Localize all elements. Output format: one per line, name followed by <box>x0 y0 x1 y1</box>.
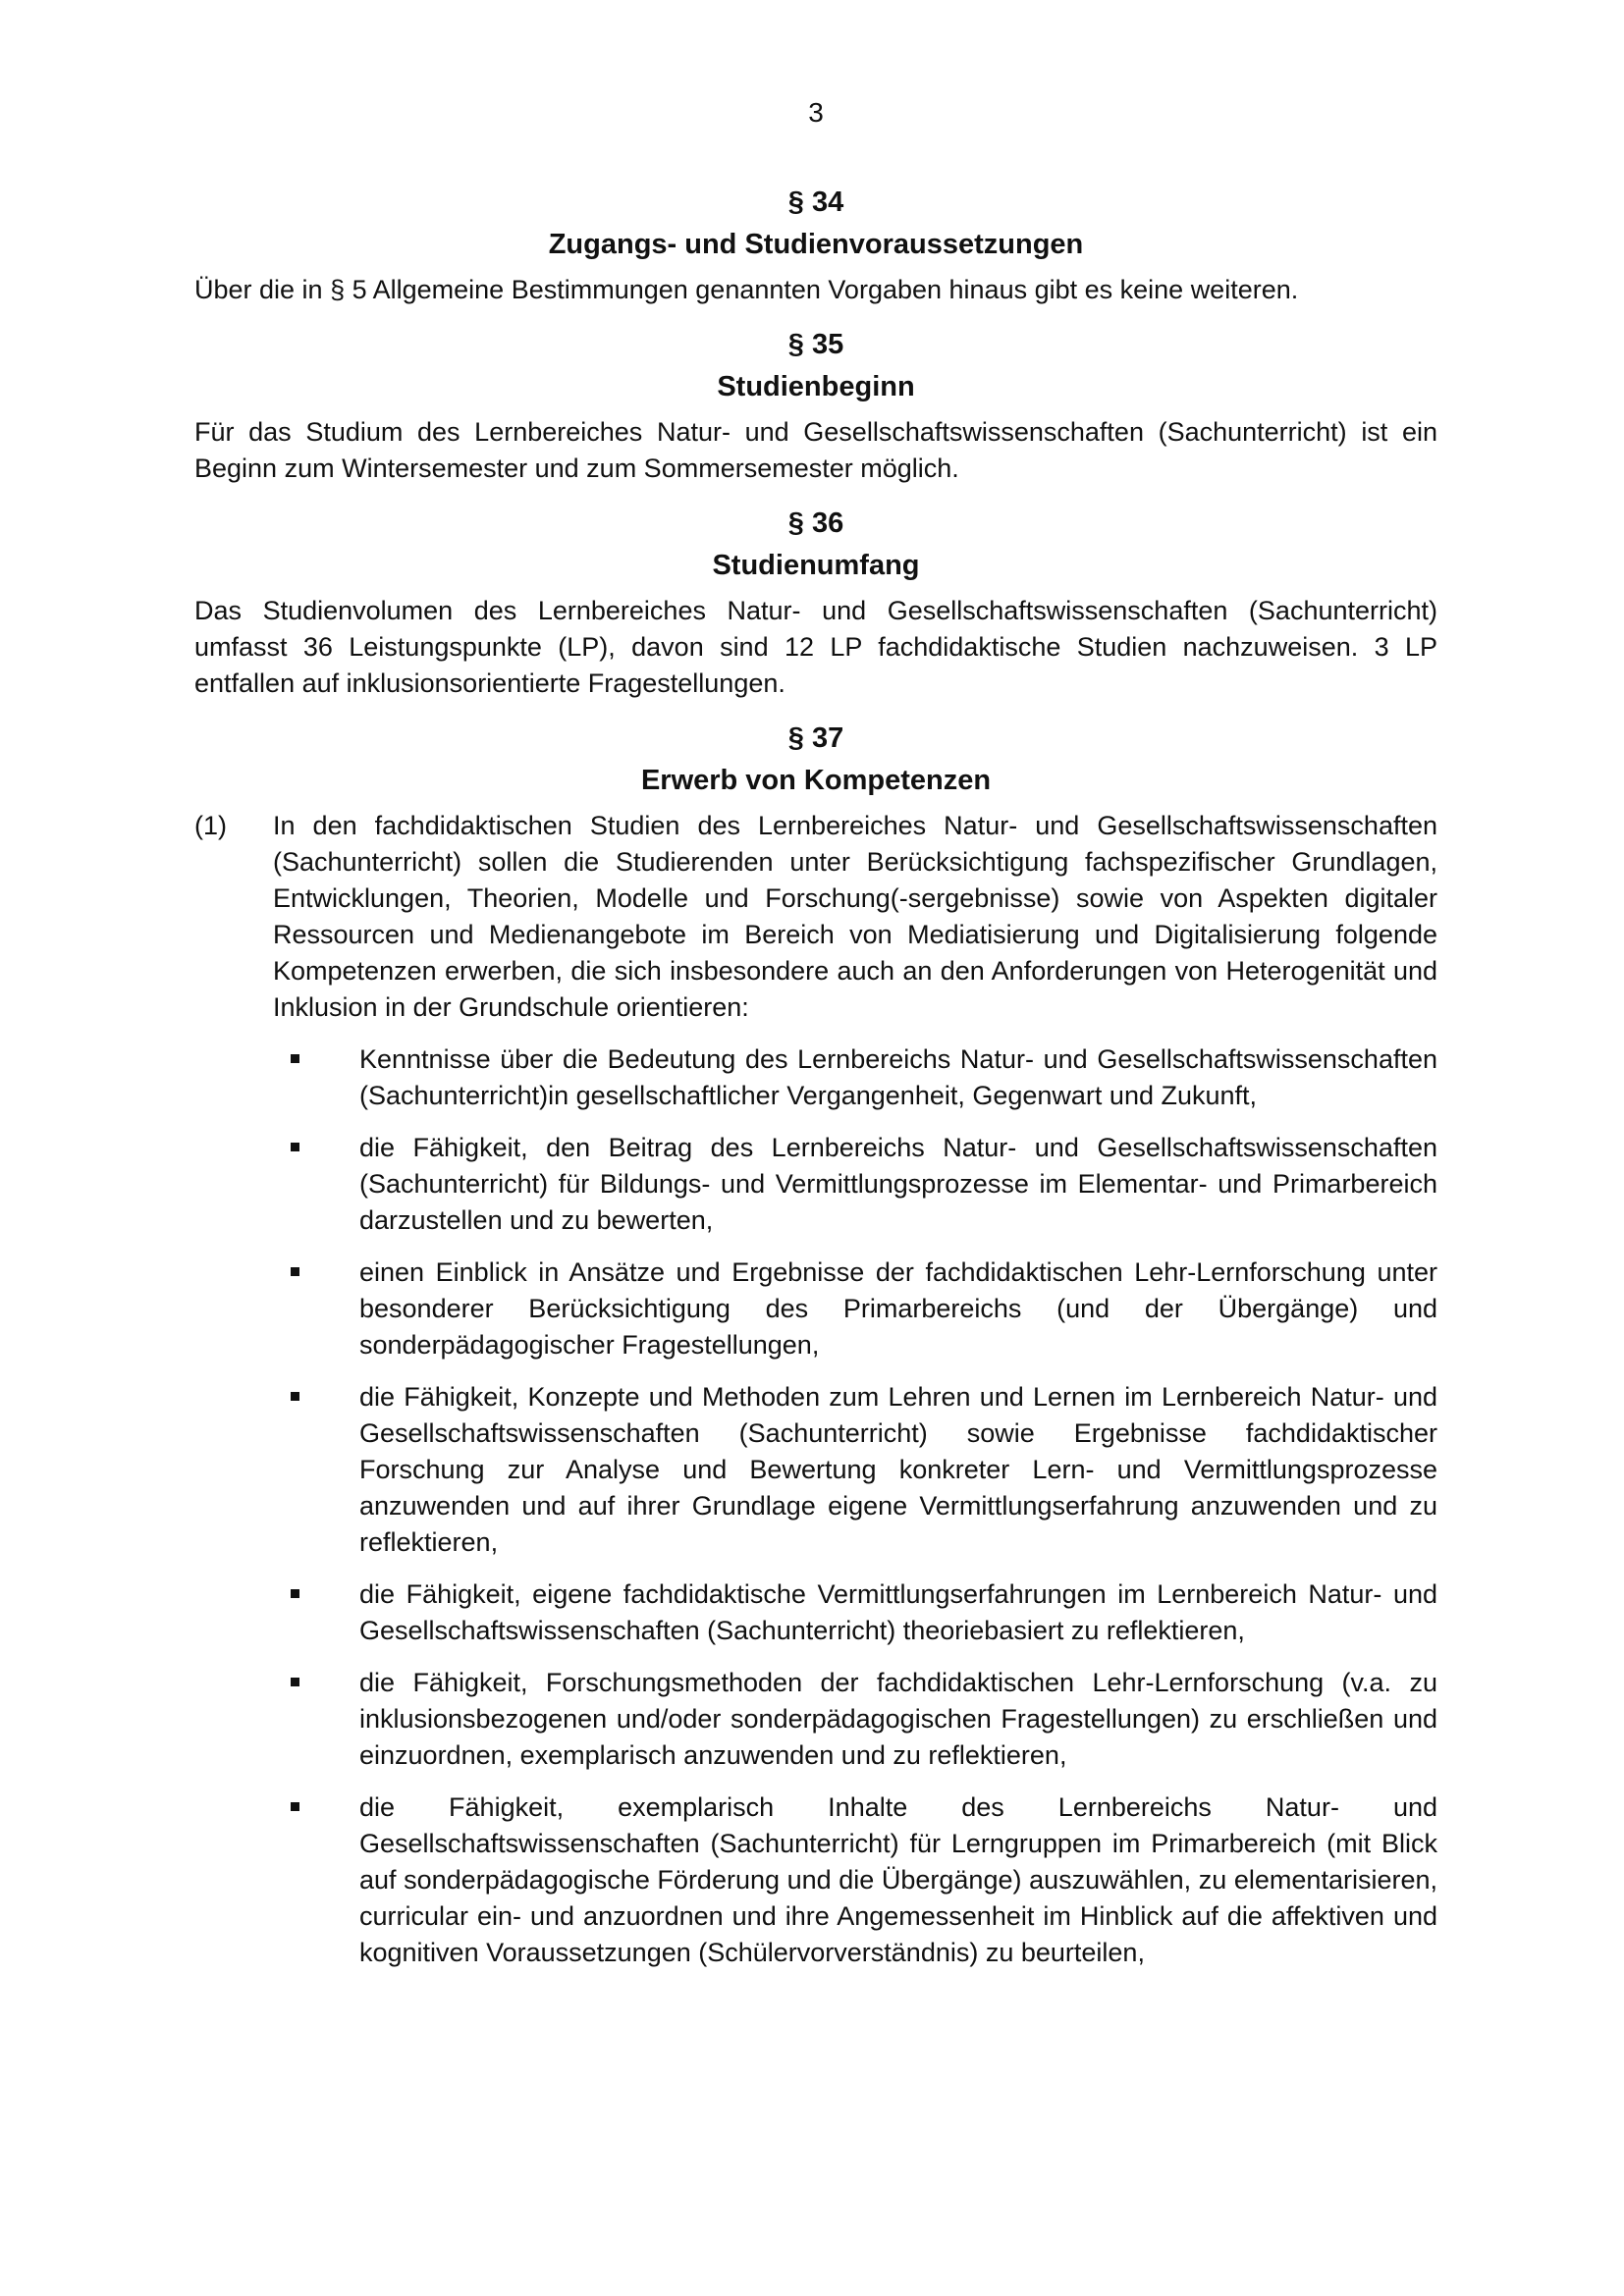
square-bullet-icon <box>291 1143 299 1151</box>
square-bullet-icon <box>291 1802 299 1811</box>
section-title: Studienbeginn <box>717 371 915 402</box>
numbered-paragraph <box>194 808 1437 1987</box>
square-bullet-icon <box>291 1054 299 1063</box>
list-item <box>291 1379 1437 1561</box>
section-35 <box>194 324 1437 487</box>
section-title: Erwerb von Kompetenzen <box>640 765 992 796</box>
section-34 <box>194 182 1437 308</box>
square-bullet-icon <box>291 1589 299 1598</box>
square-bullet-icon <box>291 1392 299 1401</box>
list-item <box>291 1041 1437 1114</box>
section-number: § 35 <box>787 329 844 360</box>
list-item-text: die Fähigkeit, Konzepte und Methoden zum Lehren und Lernen im Lernbereich Natur- und Gesellschaftswissenschaften (Sachunterricht) sowie Ergebnisse fachdidaktischer Forschung zur Analyse und Bewertung konkreter Lern- und Vermittlungsprozesse anzuwenden und auf ihrer Grundlage eigene Vermittlungserfahrung anzuwenden und zu reflektieren, <box>359 1382 1437 1557</box>
list-item <box>291 1576 1437 1649</box>
page-number: 3 <box>808 97 824 128</box>
square-bullet-icon <box>291 1267 299 1276</box>
section-title: Studienumfang <box>712 550 920 581</box>
section-37 <box>194 718 1437 1987</box>
paragraph-number: (1) <box>194 811 227 840</box>
paragraph-body <box>273 808 1437 1987</box>
list-item <box>291 1789 1437 1971</box>
list-item-text: die Fähigkeit, Forschungsmethoden der fachdidaktischen Lehr-Lernforschung (v.a. zu inklusionsbezogenen und/oder sonderpädagogischen Fragestellungen) zu erschließen und einzuordnen, exemplarisch anzuwenden und zu reflektieren, <box>359 1668 1437 1770</box>
list-item <box>291 1255 1437 1363</box>
list-item-text: die Fähigkeit, den Beitrag des Lernbereichs Natur- und Gesellschaftswissenschaften (Sachunterricht) für Bildungs- und Vermittlungsprozesse im Elementar- und Primarbereich darzustellen und zu bewerten, <box>359 1133 1437 1235</box>
section-number: § 34 <box>787 187 844 218</box>
list-item-text: die Fähigkeit, eigene fachdidaktische Vermittlungserfahrungen im Lernbereich Natur- und Gesellschaftswissenschaften (Sachunterricht) theoriebasiert zu reflektieren, <box>359 1579 1437 1645</box>
list-item-text: einen Einblick in Ansätze und Ergebnisse der fachdidaktischen Lehr-Lernforschung unter besonderer Berücksichtigung des Primarbereichs (und der Übergänge) und sonderpädagogischer Fragestellungen, <box>359 1257 1437 1360</box>
list-item <box>291 1665 1437 1774</box>
section-title: Zugangs- und Studienvoraussetzungen <box>548 229 1084 260</box>
list-item-text: Kenntnisse über die Bedeutung des Lernbereichs Natur- und Gesellschaftswissenschaften (Sachunterricht)in gesellschaftlicher Vergangenheit, Gegenwart und Zukunft, <box>359 1044 1437 1110</box>
section-36 <box>194 503 1437 702</box>
square-bullet-icon <box>291 1678 299 1686</box>
paragraph-text: In den fachdidaktischen Studien des Lernbereiches Natur- und Gesellschaftswissenschaften (Sachunterricht) sollen die Studierenden unter Berücksichtigung fachspezifischer Grundlagen, Entwicklungen, Theorien, Modelle und Forschung(-sergebnisse) sowie von Aspekten digitaler Ressourcen und Medienangebote im Bereich von Mediatisierung und Digitalisierung folgende Kompetenzen erwerben, die sich insbesondere auch an den Anforderungen von Heterogenität und Inklusion in der Grundschule orientieren: <box>273 811 1437 1022</box>
competence-list <box>273 1041 1437 1971</box>
list-item-text: die Fähigkeit, exemplarisch Inhalte des Lernbereichs Natur- und Gesellschaftswissenschaften (Sachunterricht) für Lerngruppen im Primarbereich (mit Blick auf sonderpädagogische Förderung und die Übergänge) auszuwählen, zu elementarisieren, curricular ein- und anzuordnen und ihre Angemessenheit im Hinblick auf die affektiven und kognitiven Voraussetzungen (Schülervorverständnis) zu beurteilen, <box>359 1792 1437 1967</box>
section-text: Über die in § 5 Allgemeine Bestimmungen genannten Vorgaben hinaus gibt es keine weiteren. <box>194 275 1299 304</box>
section-number: § 37 <box>787 722 844 754</box>
section-text: Das Studienvolumen des Lernbereiches Natur- und Gesellschaftswissenschaften (Sachunterricht) umfasst 36 Leistungspunkte (LP), davon sind 12 LP fachdidaktische Studien nachzuweisen. 3 LP entfallen auf inklusionsorientierte Fragestellungen. <box>194 596 1437 698</box>
section-number: § 36 <box>787 507 844 539</box>
list-item <box>291 1130 1437 1239</box>
section-text: Für das Studium des Lernbereiches Natur- und Gesellschaftswissenschaften (Sachunterricht) ist ein Beginn zum Wintersemester und zum Sommersemester möglich. <box>194 417 1437 483</box>
